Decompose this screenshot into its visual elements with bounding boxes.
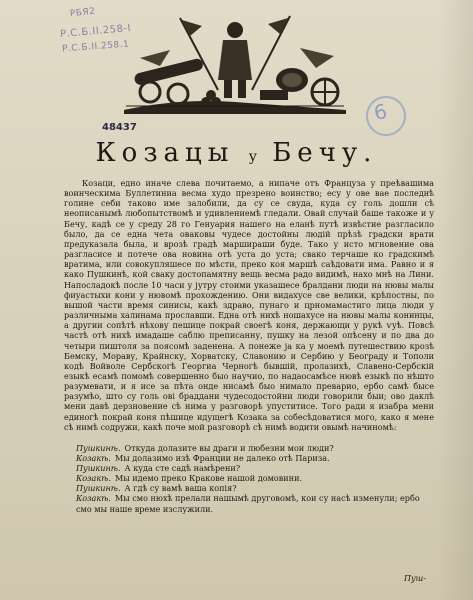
margin-note-1: РБЯ2 xyxy=(69,6,97,20)
margin-note-2: Р.С.Б.II.258-I xyxy=(59,22,132,41)
title-main-right: Бечу. xyxy=(272,138,378,168)
dialog-line xyxy=(76,443,434,453)
dialog-speaker: Пушкинѣ. xyxy=(76,463,121,474)
page-edge-shadow xyxy=(437,0,473,600)
dialog-line xyxy=(76,473,434,483)
dialog-line xyxy=(76,463,434,473)
dialog-text: Мы идемо преко Кракове нашой домовини. xyxy=(114,473,303,484)
dialog-line xyxy=(76,453,434,463)
dialog-speaker: Пушкинѣ. xyxy=(76,443,121,453)
body-paragraph: Козаци, едно иначе слева почитаемо, а нипаче отъ Француза у преѣвашима воинческима Буллетиниа весма худо презрено воинство; есу у ове вае последнѣ голине себи таково име залобили, да су се свуда, куда су голь дошли сѣ неописанымѣ любопытствомѣ и удивлениемѣ гледали. Овай случай баше такоже и у Бечу, кадѣ се у среду 28 го Генуария нашего на еланѣ путѣ извѣстие разгласило было, да се една чета оваковы чудесе достойны людій прѣзѣ градски врати предуказала была, и врозѣ градѣ маршираши буде. Тако у исто мгновение ова разгласисе и потече ова новина отѣ уста до уста; свако терчаше ко градскимѣ вратима, или совокупляшесе по мѣсти, преко коя маршѣ саѣдовати има. Равно и я како Пушкинѣ, кой свакy достопамятну вещь весма радо видимѣ, нахо мнѣ на Лини. Напосладокѣ после 10 часи у јутру стоими указашесе бралдани люди на нювы малы фиуастыхи кони у нювомѣ прохождению. Они видахусе све велики, крѣпостны, по вышой части время синисы, какѣ здраво, пунаго и црномамастиго лица люди у различныма халинама прославши. Една отѣ нихѣ ношахусе на нювы малы конинцы, а другии сопѣтѣ нѣхову пешице покрай своегѣ коня, держающи у рукѣ ѵуѣ. Повсѣ частѣ отѣ нихѣ имадаше саблю преписанну, пушку на лезой опѣсену и по два до четыри пиштоля за поясомѣ заденена. А понеже ја ка у моемѣ путешествию крозѣ Бемску, Мораву, Крайнску, Хорватску, Славонию и Сербию у Београду и Тополи кодѣ Войволе Сербскогѣ Георгиа Черногѣ бывшій, пролазихѣ, Славено-Сербскій езыкѣ есамѣ помомѣ совершенно быо научио, по надаосамѣсе нювѣ езыкѣ по нѣшто разумевати, и я исе за пѣта онде нисамѣ быо нимало преварио, ербо самѣ бысе разумѣо, што су голь ові браддани чудесодостойни люди говорили быи; ово даклѣ мени давѣ дерзновение сѣ нима у разговорѣ упуститисе. Того ради я изабра мени единогѣ покрай коня пѣшице идущегѣ Козака за собесѣдоватися мого, како я мене сѣ нимѣ содружи, какѣ поче мой разговорѣ сѣ нимѣ водити овымѣ начиномѣ: xyxy=(64,178,434,432)
dialog-speaker: Пушкинѣ. xyxy=(76,483,121,494)
dialog-speaker: Козакѣ. xyxy=(76,493,111,504)
woodcut-header-illustration xyxy=(120,10,350,114)
page-title xyxy=(0,138,473,168)
dialog-block xyxy=(76,443,434,514)
dialog-line xyxy=(76,493,434,513)
dialog-text: Мы смо нюхѣ прелали нашымѣ друговомѣ, кои су насѣ изменули; ербо смо мы наше време изслужили. xyxy=(76,493,420,514)
margin-note-3: Р.С.Б.II.258.1 xyxy=(61,39,130,55)
dialog-text: А куда сте садѣ намѣрени? xyxy=(124,463,241,474)
stamp-number: 6 xyxy=(371,98,390,126)
dialog-line xyxy=(76,483,434,493)
catchword: Пуш- xyxy=(404,574,426,583)
dialog-text: Мы долазимо изѣ Франции не далеко отѣ Париза. xyxy=(114,453,330,464)
dialog-speaker: Козакѣ. xyxy=(76,453,111,464)
dialog-speaker: Козакѣ. xyxy=(76,473,111,484)
dialog-text: А гдѣ су вамѣ ваша копія? xyxy=(124,483,237,494)
body-text xyxy=(64,178,434,432)
title-connector: у xyxy=(248,149,258,165)
accession-number: 48437 xyxy=(102,122,137,133)
title-main-left: Козацы xyxy=(95,138,235,168)
dialog-text: Откуда долазите вы драги и любезни мои люди? xyxy=(124,443,334,453)
